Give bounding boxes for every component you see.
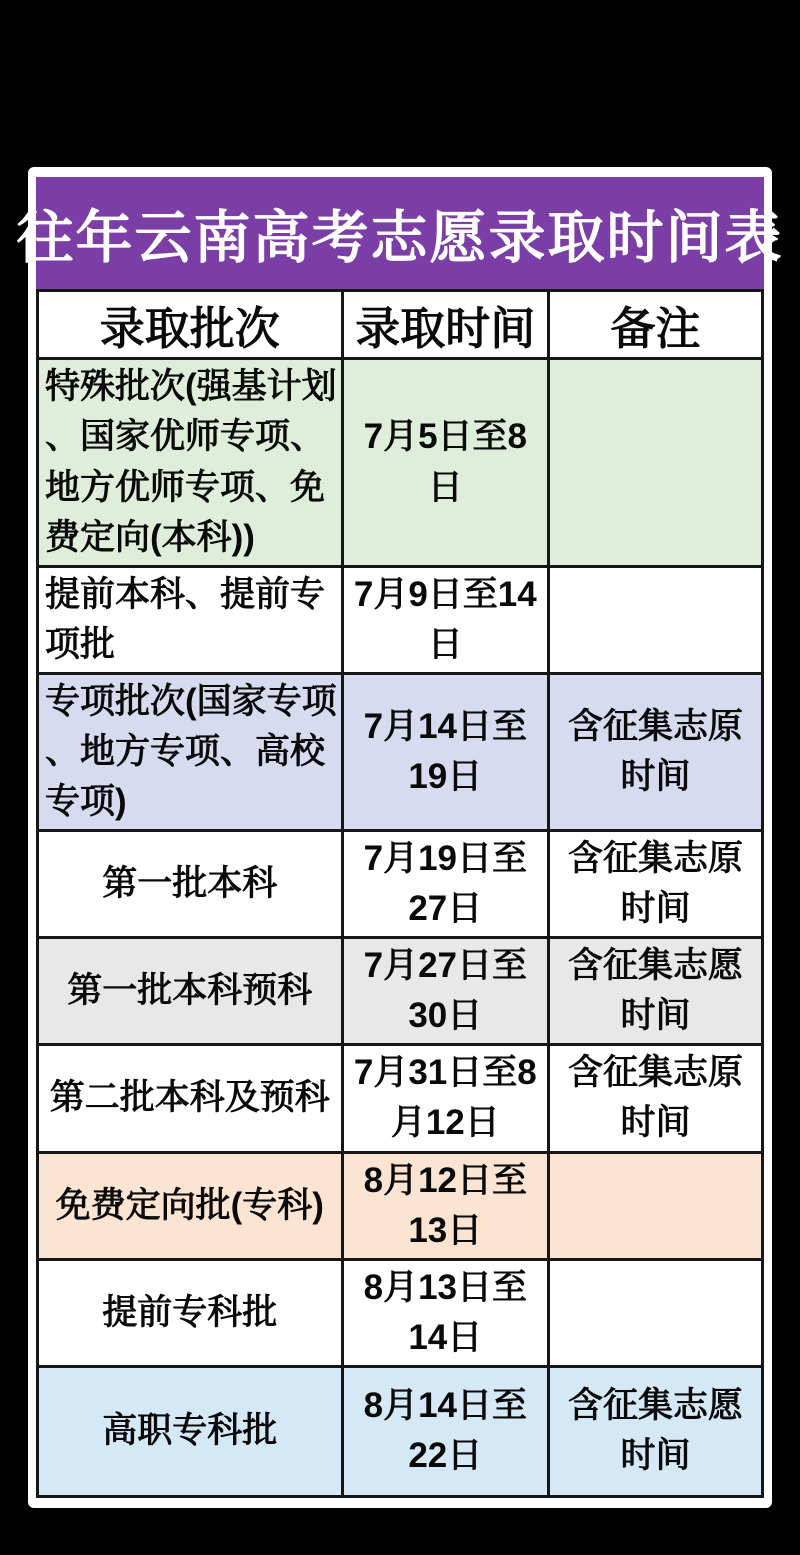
note-cell <box>549 567 763 674</box>
time-cell: 8月14日至22日 <box>342 1366 549 1496</box>
table-row <box>38 1259 763 1366</box>
page-title: 往年云南高考志愿录取时间表 <box>36 177 764 289</box>
note-cell: 含征集志愿时间 <box>549 1366 763 1496</box>
table-row <box>38 938 763 1045</box>
time-cell: 7月27日至30日 <box>342 938 549 1045</box>
time-cell: 8月12日至13日 <box>342 1152 549 1259</box>
batch-cell: 高职专科批 <box>38 1366 343 1496</box>
batch-cell: 第二批本科及预科 <box>38 1045 343 1152</box>
table-row <box>38 567 763 674</box>
admission-schedule-table <box>36 289 764 1498</box>
col-header-time: 录取时间 <box>342 291 549 359</box>
batch-cell: 免费定向批(专科) <box>38 1152 343 1259</box>
batch-cell: 提前本科、提前专项批 <box>38 567 343 674</box>
batch-cell: 第一批本科预科 <box>38 938 343 1045</box>
table-row <box>38 359 763 567</box>
note-cell: 含征集志原时间 <box>549 674 763 831</box>
time-cell: 7月19日至27日 <box>342 831 549 938</box>
note-cell <box>549 1152 763 1259</box>
table-row <box>38 1152 763 1259</box>
table-row <box>38 674 763 831</box>
time-cell: 7月9日至14日 <box>342 567 549 674</box>
batch-cell: 提前专科批 <box>38 1259 343 1366</box>
table-row <box>38 1366 763 1496</box>
note-cell: 含征集志原时间 <box>549 831 763 938</box>
schedule-panel <box>16 167 784 1508</box>
batch-cell: 特殊批次(强基计划、国家优师专项、地方优师专项、免费定向(本科)) <box>38 359 343 567</box>
table-row <box>38 1045 763 1152</box>
batch-cell: 第一批本科 <box>38 831 343 938</box>
time-cell: 8月13日至14日 <box>342 1259 549 1366</box>
table-row <box>38 831 763 938</box>
time-cell: 7月14日至19日 <box>342 674 549 831</box>
note-cell <box>549 359 763 567</box>
note-cell: 含征集志愿时间 <box>549 938 763 1045</box>
note-cell <box>549 1259 763 1366</box>
note-cell: 含征集志原时间 <box>549 1045 763 1152</box>
col-header-batch: 录取批次 <box>38 291 343 359</box>
header-row <box>38 291 763 359</box>
time-cell: 7月5日至8日 <box>342 359 549 567</box>
batch-cell: 专项批次(国家专项、地方专项、高校专项) <box>38 674 343 831</box>
time-cell: 7月31日至8月12日 <box>342 1045 549 1152</box>
col-header-note: 备注 <box>549 291 763 359</box>
